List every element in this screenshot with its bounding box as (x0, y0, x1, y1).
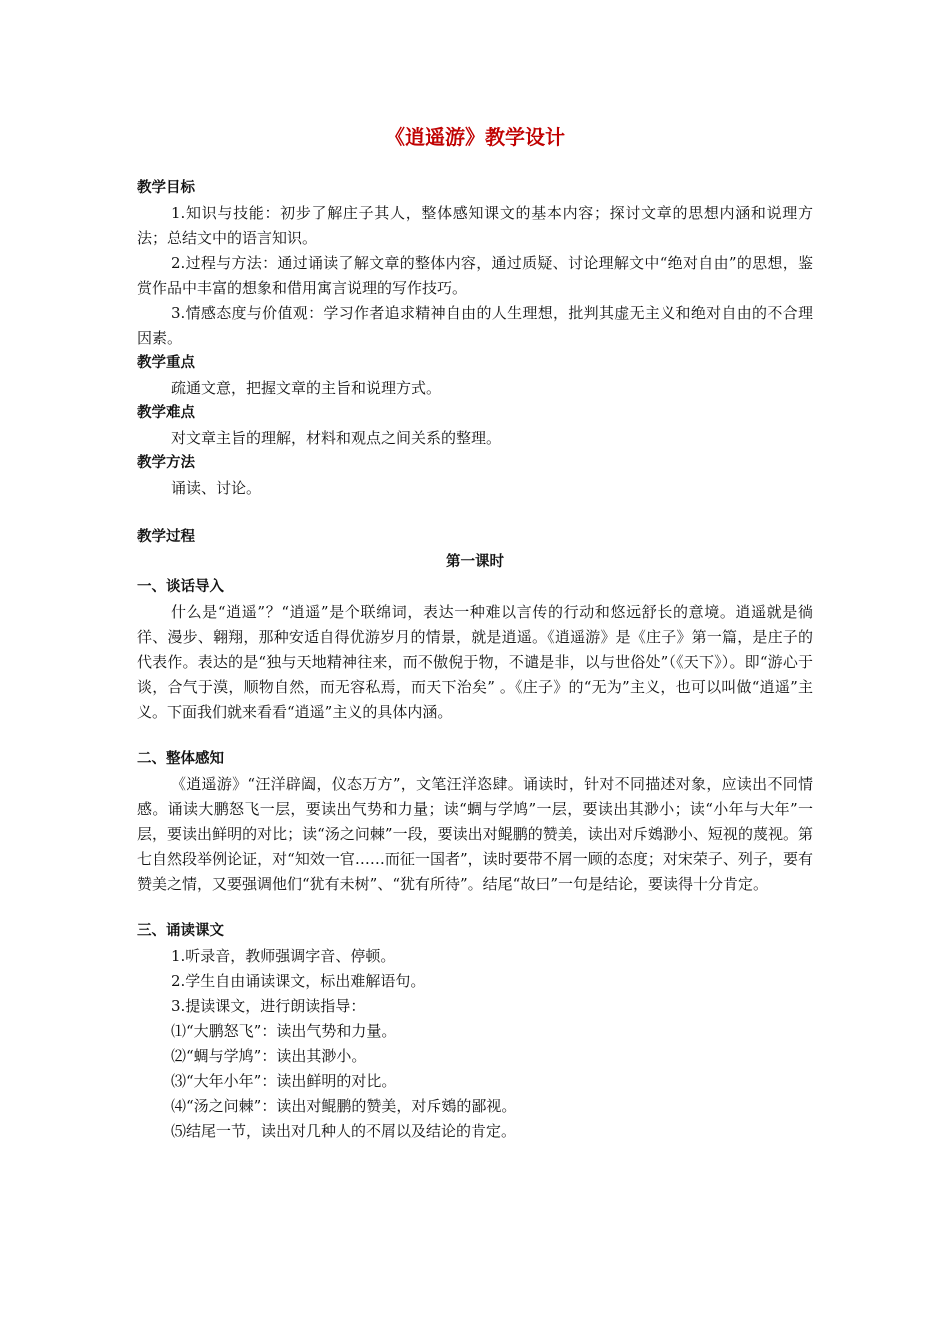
methods-text: 诵读、讨论。 (171, 479, 262, 497)
list-item: 1.听录音，教师强调字音、停顿。 (171, 947, 396, 965)
list-item: ⑴“大鹏怒飞”：读出气势和力量。 (171, 1022, 397, 1040)
list-item: 2.学生自由诵读课文，标出难解语句。 (171, 972, 426, 990)
difficulties-heading: 教学难点 (137, 405, 195, 421)
section2-heading: 二、整体感知 (137, 751, 224, 767)
spacer (137, 725, 813, 747)
section3-heading: 三、诵读课文 (137, 923, 224, 939)
key-points-text: 疏通文意，把握文章的主旨和说理方式。 (171, 379, 442, 397)
difficulties-text: 对文章主旨的理解，材料和观点之间关系的整理。 (171, 429, 502, 447)
section1-heading: 一、谈话导入 (137, 579, 224, 595)
list-item: ⑸结尾一节，读出对几种人的不屑以及结论的肯定。 (171, 1122, 517, 1140)
list-item: ⑷“汤之问棘”：读出对鲲鹏的赞美，对斥鴳的鄙视。 (171, 1097, 517, 1115)
document-page (137, 122, 813, 1144)
objective-item: 1.知识与技能：初步了解庄子其人，整体感知课文的基本内容；探讨文章的思想内涵和说理方法；总结文中的语言知识。 (137, 204, 813, 247)
list-item: ⑶“大年小年”：读出鲜明的对比。 (171, 1072, 397, 1090)
section2-text: 《逍遥游》“汪洋辟阖，仪态万方”，文笔汪洋恣肆。诵读时，针对不同描述对象，应读出不同情感。诵读大鹏怒飞一层，要读出气势和力量；读“蜩与学鸠”一层，要读出其渺小；读“小年与大年”一层，要读出鲜明的对比；读“汤之问棘”一段，要读出对鲲鹏的赞美，读出对斥鴳渺小、短视的蔑视。第七自然段举例论证，对“知效一官……而征一国者”，读时要带不屑一顾的态度；对宋荣子、列子，要有赞美之情，又要强调他们“犹有未树”、“犹有所待”。结尾“故曰”一句是结论，要读得十分肯定。 (137, 775, 813, 893)
methods-heading: 教学方法 (137, 455, 195, 471)
objective-item: 3.情感态度与价值观：学习作者追求精神自由的人生理想，批判其虚无主义和绝对自由的不合理因素。 (137, 304, 813, 347)
document-title: 《逍遥游》教学设计 (385, 125, 565, 149)
section1-text: 什么是“逍遥”？“逍遥”是个联绵词，表达一种难以言传的行动和悠远舒长的意境。逍遥就是徜徉、漫步、翱翔，那种安适自得优游岁月的情景，就是逍遥。《逍遥游》是《庄子》第一篇，是庄子的代表作。表达的是“独与天地精神往来，而不傲倪于物，不谴是非，以与世俗处”（《天下》）。即“游心于谈，合气于漠，顺物自然，而无容私焉，而天下治矣” 。《庄子》的“无为”主义，也可以叫做“逍遥”主义。下面我们就来看看“逍遥”主义的具体内涵。 (137, 603, 813, 721)
list-item: ⑵“蜩与学鸠”：读出其渺小。 (171, 1047, 367, 1065)
process-heading: 教学过程 (137, 529, 195, 545)
lesson-heading: 第一课时 (446, 554, 504, 570)
objectives-heading: 教学目标 (137, 180, 195, 196)
key-points-heading: 教学重点 (137, 355, 195, 371)
spacer (137, 501, 813, 525)
spacer (137, 897, 813, 919)
list-item: 3.提读课文，进行朗读指导： (171, 997, 366, 1015)
objective-item: 2.过程与方法：通过诵读了解文章的整体内容，通过质疑、讨论理解文中“绝对自由”的思想，鉴赏作品中丰富的想象和借用寓言说理的写作技巧。 (137, 254, 813, 297)
